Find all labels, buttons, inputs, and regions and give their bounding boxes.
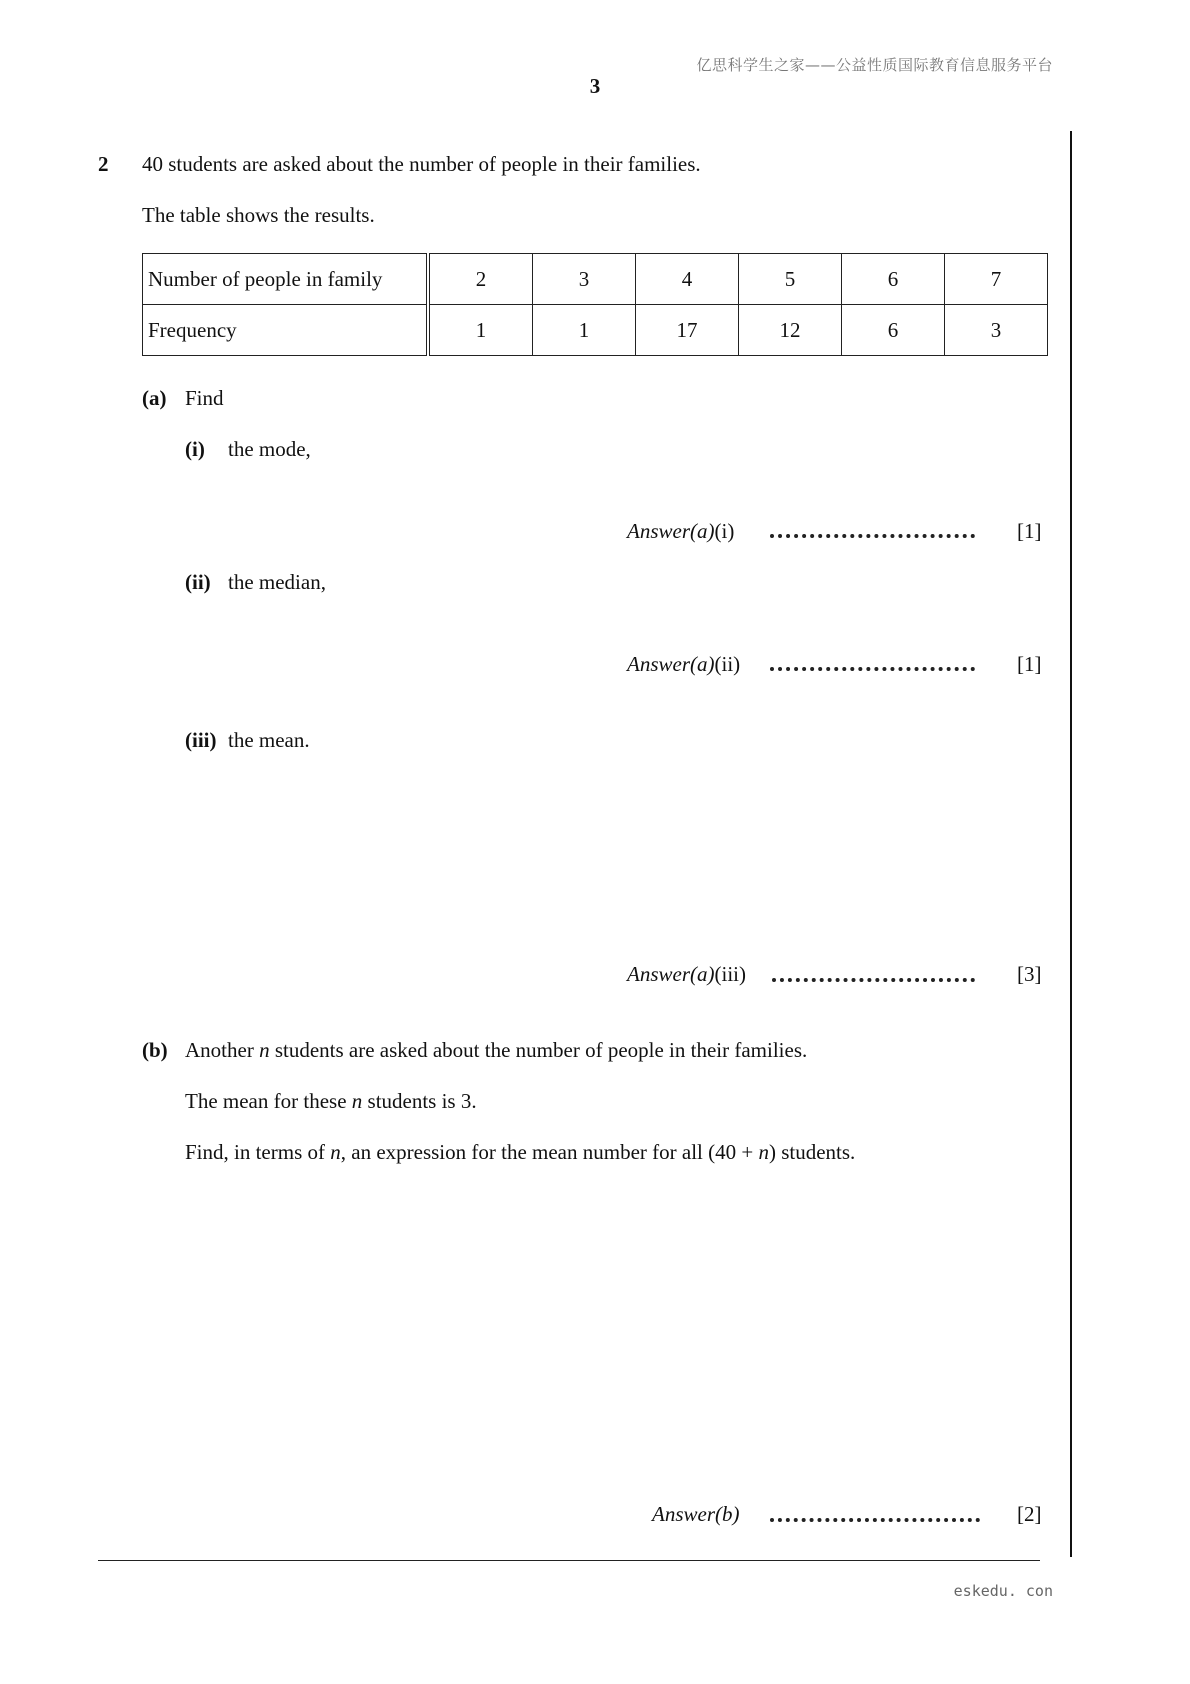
answer-a-i-field[interactable] xyxy=(770,534,975,538)
margin-rule xyxy=(1070,131,1072,1557)
part-a-iii-text: the mean. xyxy=(228,728,310,752)
answer-a-ii-field[interactable] xyxy=(770,667,975,671)
answer-a-iii-field[interactable] xyxy=(772,978,975,982)
part-a-iii-label: (iii) xyxy=(185,728,217,752)
table-cell: 1 xyxy=(533,305,636,356)
answer-b-field[interactable] xyxy=(770,1518,980,1522)
table-cell: 17 xyxy=(636,305,739,356)
question-number: 2 xyxy=(98,152,109,176)
table-cell: 4 xyxy=(636,254,739,305)
part-a-i-text: the mode, xyxy=(228,437,311,461)
marks-a-i: [1] xyxy=(1017,519,1042,543)
table-caption: The table shows the results. xyxy=(142,203,375,227)
row-label-people: Number of people in family xyxy=(143,254,429,305)
row-label-frequency: Frequency xyxy=(143,305,429,356)
answer-a-i-label: Answer(a)(i) xyxy=(627,519,735,543)
table-cell: 6 xyxy=(842,305,945,356)
part-b-line1: Another n students are asked about the number of people in their families. xyxy=(185,1038,808,1062)
table-row xyxy=(143,305,1048,356)
answer-b-label: Answer(b) xyxy=(652,1502,740,1526)
answer-a-iii-label: Answer(a)(iii) xyxy=(627,962,746,986)
part-a-text: Find xyxy=(185,386,224,410)
part-a-ii-label: (ii) xyxy=(185,570,211,594)
answer-a-ii-label: Answer(a)(ii) xyxy=(627,652,741,676)
watermark-header: 亿思科学生之家——公益性质国际教育信息服务平台 xyxy=(696,56,1053,74)
part-a-i-label: (i) xyxy=(185,437,205,461)
table-cell: 3 xyxy=(945,305,1048,356)
part-b-line2: The mean for these n students is 3. xyxy=(185,1089,477,1113)
table-cell: 1 xyxy=(428,305,533,356)
bottom-rule xyxy=(98,1560,1040,1561)
part-a-label: (a) xyxy=(142,386,167,410)
table-cell: 5 xyxy=(739,254,842,305)
marks-a-ii: [1] xyxy=(1017,652,1042,676)
results-table xyxy=(142,253,1048,356)
table-cell: 6 xyxy=(842,254,945,305)
part-b-line3: Find, in terms of n, an expression for the mean number for all (40 + n) students. xyxy=(185,1140,856,1164)
question-intro: 40 students are asked about the number of people in their families. xyxy=(142,152,701,176)
table-cell: 12 xyxy=(739,305,842,356)
marks-b: [2] xyxy=(1017,1502,1042,1526)
marks-a-iii: [3] xyxy=(1017,962,1042,986)
footer-site: eskedu. con xyxy=(953,1582,1053,1600)
table-cell: 2 xyxy=(428,254,533,305)
table-cell: 3 xyxy=(533,254,636,305)
page-number: 3 xyxy=(589,74,601,98)
table-cell: 7 xyxy=(945,254,1048,305)
part-b-label: (b) xyxy=(142,1038,168,1062)
part-a-ii-text: the median, xyxy=(228,570,326,594)
table-row xyxy=(143,254,1048,305)
